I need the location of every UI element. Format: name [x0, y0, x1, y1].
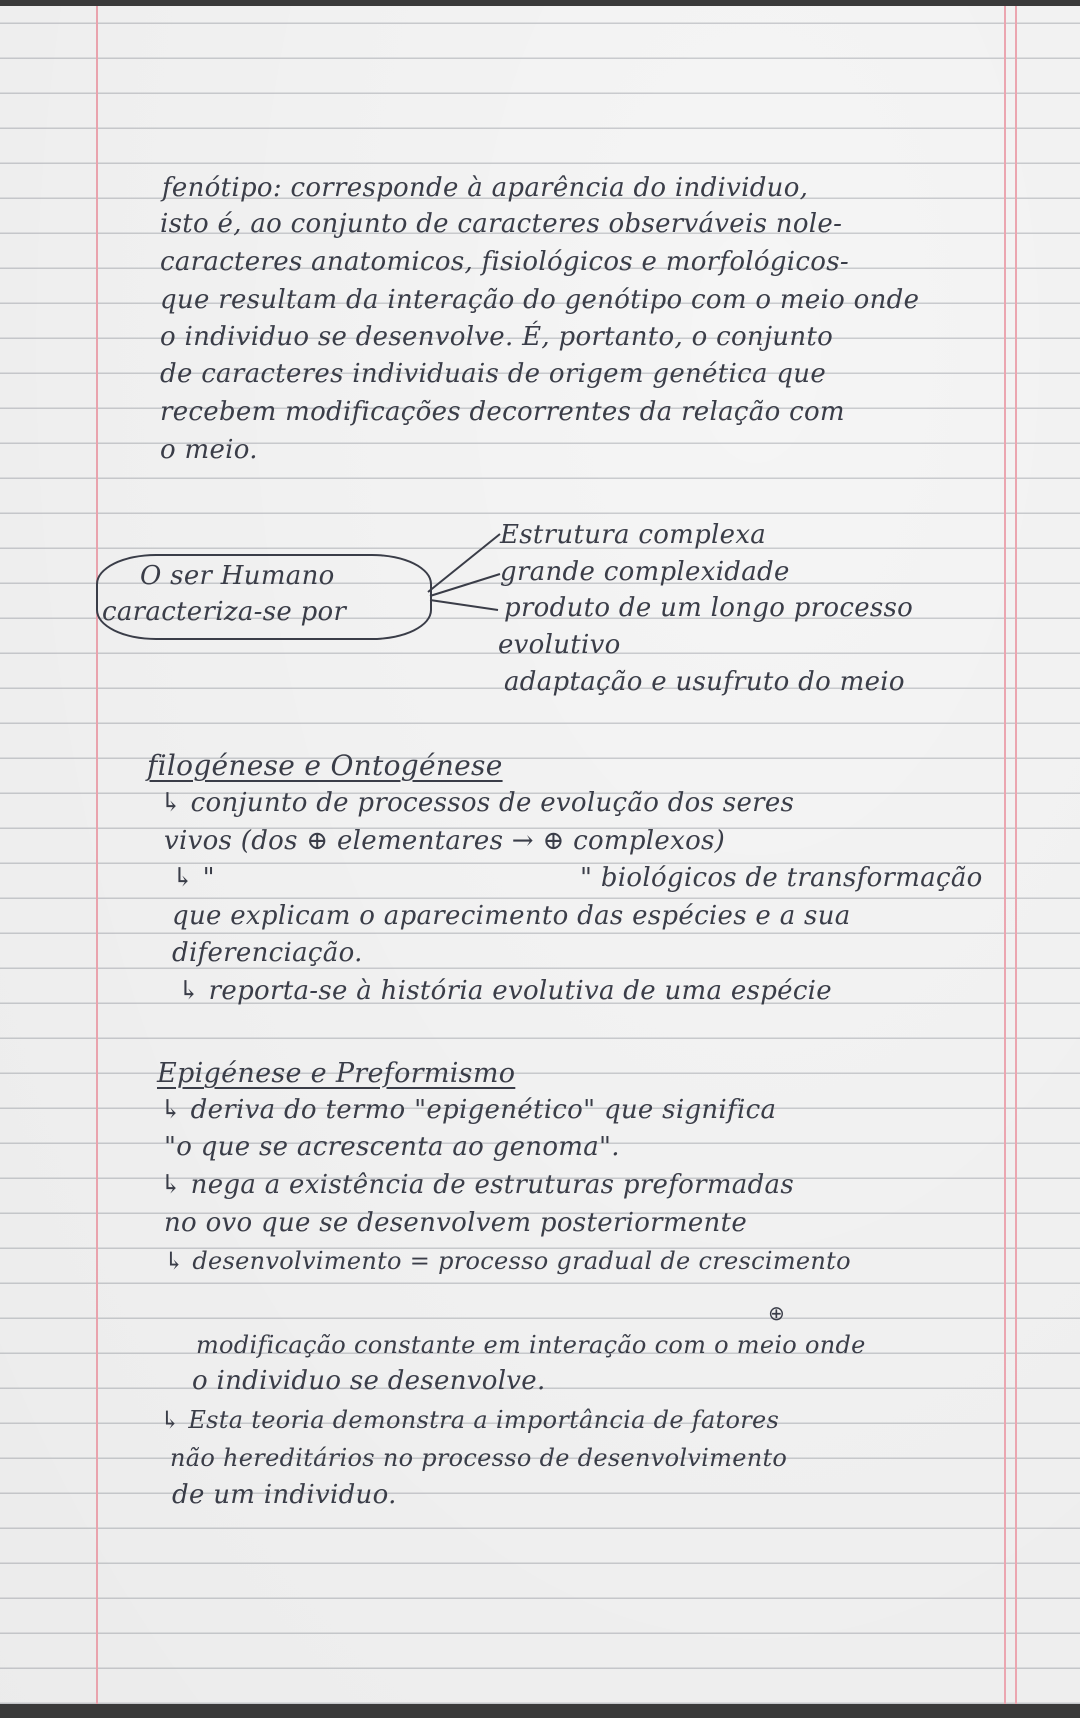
fenotipo-line: isto é, ao conjunto de caracteres observáveis nole- [160, 209, 843, 239]
branch-item: grande complexidade [500, 557, 790, 587]
fenotipo-line: fenótipo: corresponde à aparência do individuo, [162, 173, 809, 203]
fenotipo-line: o individuo se desenvolve. É, portanto, o conjunto [160, 322, 834, 352]
fenotipo-line: recebem modificações decorrentes da relação com [160, 397, 845, 427]
filogenese-line: diferenciação. [172, 938, 363, 968]
fenotipo-line: o meio. [160, 435, 258, 465]
epigenese-line: no ovo que se desenvolvem posteriormente [164, 1208, 748, 1238]
branch-item: Estrutura complexa [500, 520, 767, 550]
filogenese-line: que explicam o aparecimento das espécies e a sua [172, 901, 851, 931]
oval-line-1: O ser Humano [140, 561, 335, 591]
branch-item: adaptação e usufruto do meio [504, 667, 905, 697]
filogenese-heading: filogénese e Ontogénese [147, 749, 503, 782]
epigenese-line: ↳ nega a existência de estruturas preformadas [160, 1170, 794, 1200]
filogenese-line: ↳ conjunto de processos de evolução dos seres [160, 788, 795, 818]
oval-line-2: caracteriza-se por [102, 597, 347, 627]
epigenese-line: "o que se acrescenta ao genoma". [164, 1132, 620, 1162]
epigenese-line: não hereditários no processo de desenvolvimento [170, 1444, 788, 1472]
epigenese-line: o individuo se desenvolve. [192, 1366, 546, 1396]
fenotipo-line: que resultam da interação do genótipo com o meio onde [160, 285, 920, 315]
epigenese-line: ↳ desenvolvimento = processo gradual de crescimento [164, 1247, 851, 1275]
epigenese-line: ↳ deriva do termo "epigenético" que significa [160, 1095, 777, 1125]
filogenese-line: vivos (dos ⊕ elementares → ⊕ complexos) [164, 826, 726, 856]
filogenese-line: ↳ reporta-se à história evolutiva de uma espécie [178, 976, 832, 1006]
plus-circle-mark: ⊕ [768, 1301, 786, 1325]
epigenese-line: ↳ Esta teoria demonstra a importância de fatores [160, 1406, 780, 1434]
epigenese-line: modificação constante em interação com o meio onde [196, 1331, 866, 1359]
fenotipo-line: caracteres anatomicos, fisiológicos e morfológicos- [160, 247, 849, 277]
branch-item: produto de um longo processo [504, 593, 914, 623]
fenotipo-line: de caracteres individuais de origem genética que [160, 359, 827, 389]
epigenese-heading: Epigénese e Preformismo [157, 1058, 516, 1089]
filogenese-line: ↳ " [172, 863, 215, 893]
epigenese-line: de um individuo. [172, 1480, 397, 1510]
notebook-page [0, 6, 1080, 1704]
branch-item: evolutivo [498, 630, 621, 660]
filogenese-line: " biológicos de transformação [580, 863, 983, 893]
